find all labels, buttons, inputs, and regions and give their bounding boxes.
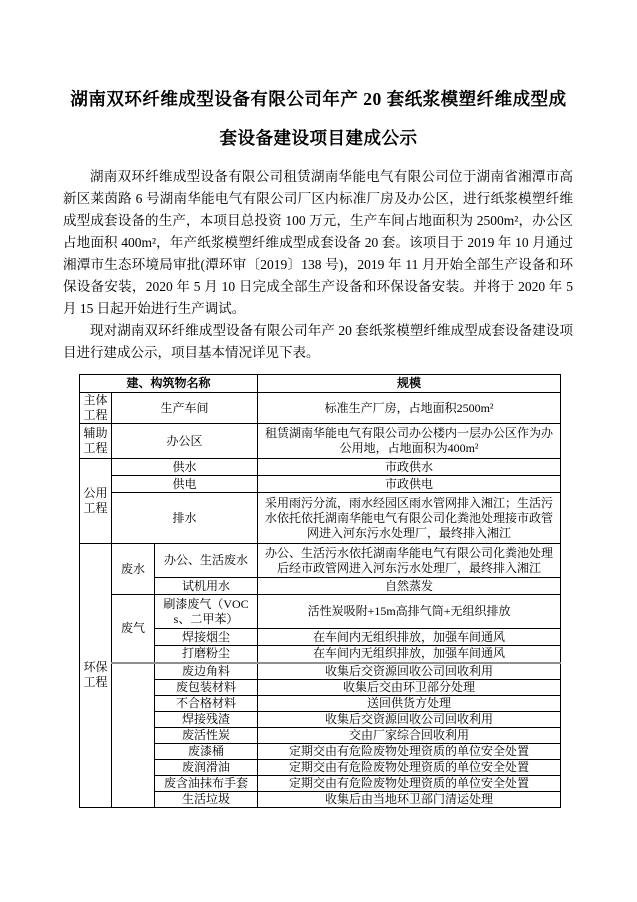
table-row	[80, 595, 561, 629]
item-name-cell: 废润滑油	[155, 759, 258, 775]
item-name-cell: 生活垃圾	[155, 791, 258, 807]
table-row	[80, 393, 561, 424]
group-cell-main-project: 主体工程	[80, 393, 112, 424]
subgroup-cell-solid-waste	[112, 663, 155, 808]
item-scale-cell: 交由厂家综合回收利用	[258, 727, 561, 743]
item-scale-cell: 收集后交由环卫部分处理	[258, 679, 561, 695]
item-scale-cell: 在车间内无组织排放，加强车间通风	[258, 646, 561, 663]
intro-paragraph: 湖南双环纤维成型设备有限公司租赁湖南华能电气有限公司位于湖南省湘潭市高新区莱茵路 6 号湖南华能电气有限公司厂区内标准厂房及办公区，进行纸浆模塑纤维成型成套设备的生产，本项目总投资 100 万元，生产车间占地面积为 2500m²，办公区占地面积 400m²，年产纸浆模塑纤维成型成套设备 20 套。该项目于 2019 年 10 月通过湘潭市生态环境局审批(潭环审〔2019〕138 号)，2019 年 11 月开始全部生产设备和环保设备安装，2020 年 5 月 10 日完成全部生产设备和环保设备安装。并将于 2020 年 5 月 15 日起开始进行生产调试。	[63, 169, 573, 316]
item-name-cell: 焊接烟尘	[155, 629, 258, 646]
item-scale-cell: 收集后交资源回收公司回收利用	[258, 663, 561, 680]
item-name-cell: 排水	[112, 493, 258, 544]
item-name-cell: 刷漆废气（VOCs、二甲苯）	[155, 595, 258, 629]
item-name-cell: 焊接残渣	[155, 711, 258, 727]
item-name-cell: 废活性炭	[155, 727, 258, 743]
table-row	[80, 544, 561, 578]
table-header-structures: 建、构筑物名称	[80, 375, 258, 393]
item-name-cell: 办公区	[112, 424, 258, 459]
item-scale-cell: 送回供货方处理	[258, 695, 561, 711]
document-title-line-1: 湖南双环纤维成型设备有限公司年产 20 套纸浆模塑纤维成型成	[70, 89, 567, 109]
table-row	[80, 424, 561, 459]
document-title	[63, 80, 574, 158]
item-name-cell: 试机用水	[155, 578, 258, 595]
table-row	[80, 493, 561, 544]
document-title-line-2: 套设备建设项目建成公示	[219, 128, 418, 148]
item-scale-cell: 定期交由有危险废物处理资质的单位安全处置	[258, 775, 561, 791]
group-cell-auxiliary-project: 辅助工程	[80, 424, 112, 459]
table-header-scale: 规模	[258, 375, 561, 393]
group-cell-environmental-project: 环保工程	[80, 544, 112, 808]
project-info-table	[79, 374, 561, 808]
item-name-cell: 供电	[112, 476, 258, 493]
item-scale-cell: 在车间内无组织排放，加强车间通风	[258, 629, 561, 646]
item-scale-cell: 市政供电	[258, 476, 561, 493]
item-name-cell: 生产车间	[112, 393, 258, 424]
item-scale-cell: 自然蒸发	[258, 578, 561, 595]
item-scale-cell: 收集后由当地环卫部门清运处理	[258, 791, 561, 807]
item-name-cell: 废包装材料	[155, 679, 258, 695]
item-scale-cell: 定期交由有危险废物处理资质的单位安全处置	[258, 759, 561, 775]
table-row	[80, 476, 561, 493]
subgroup-cell-waste-gas: 废气	[112, 595, 155, 663]
group-cell-public-project: 公用工程	[80, 459, 112, 544]
item-name-cell: 办公、生活废水	[155, 544, 258, 578]
item-name-cell: 废边角料	[155, 663, 258, 680]
item-name-cell: 废漆桶	[155, 743, 258, 759]
item-scale-cell: 采用雨污分流，雨水经园区雨水管网排入湘江；生活污水依托依托湖南华能电气有限公司化粪池处理接市政管网进入河东污水处理厂，最终排入湘江	[258, 493, 561, 544]
item-scale-cell: 标准生产厂房，占地面积2500m²	[258, 393, 561, 424]
item-scale-cell: 收集后交资源回收公司回收利用	[258, 711, 561, 727]
item-name-cell: 打磨粉尘	[155, 646, 258, 663]
table-header-row	[80, 375, 561, 393]
item-scale-cell: 市政供水	[258, 459, 561, 476]
table-row	[80, 663, 561, 680]
subgroup-cell-wastewater: 废水	[112, 544, 155, 595]
item-scale-cell: 租赁湖南华能电气有限公司办公楼内一层办公区作为办公用地，占地面积为400m²	[258, 424, 561, 459]
item-name-cell: 不合格材料	[155, 695, 258, 711]
table-row	[80, 459, 561, 476]
item-name-cell: 废含油抹布手套	[155, 775, 258, 791]
announcement-paragraph: 现对湖南双环纤维成型设备有限公司年产 20 套纸浆模塑纤维成型成套设备建设项目进行建成公示，项目基本情况详见下表。	[63, 323, 573, 360]
item-scale-cell: 定期交由有危险废物处理资质的单位安全处置	[258, 743, 561, 759]
item-name-cell: 供水	[112, 459, 258, 476]
item-scale-cell: 办公、生活污水依托湖南华能电气有限公司化粪池处理后经市政管网进入河东污水处理厂，最终排入湘江	[258, 544, 561, 578]
item-scale-cell: 活性炭吸附+15m高排气筒+无组织排放	[258, 595, 561, 629]
